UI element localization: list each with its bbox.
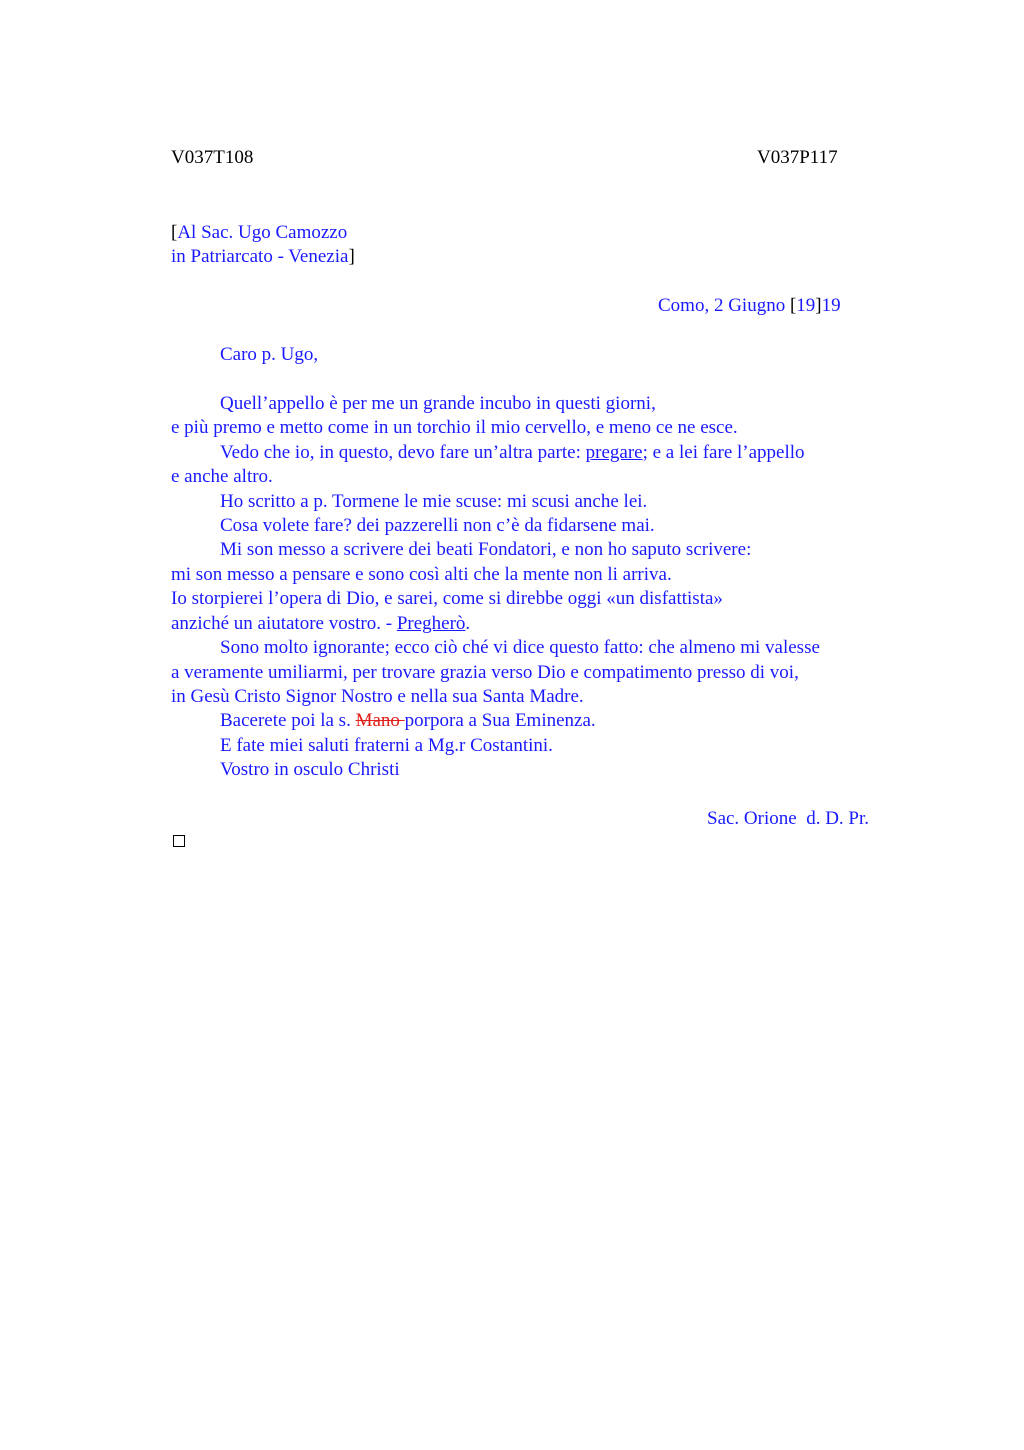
body-line-8: mi son messo a pensare e sono così alti che la mente non li arriva.	[171, 564, 672, 585]
body-line-5: Ho scritto a p. Tormene le mie scuse: mi scusi anche lei.	[220, 491, 648, 512]
body-line-7: Mi son messo a scrivere dei beati Fondatori, e non ho saputo scrivere:	[220, 539, 752, 560]
salutation: Caro p. Ugo,	[220, 344, 319, 365]
address-bracket-open: [	[171, 222, 178, 243]
body-line-11: Sono molto ignorante; ecco ciò ché vi dice questo fatto: che almeno mi valesse	[220, 637, 820, 658]
body-line-9: Io storpierei l’opera di Dio, e sarei, come si direbbe oggi «un disfattista»	[171, 588, 723, 609]
signature: Sac. Orione d. D. Pr.	[707, 808, 870, 829]
end-of-document-box-icon	[173, 835, 185, 847]
struck-word-mano: Mano	[355, 710, 405, 731]
body-line-13: in Gesù Cristo Signor Nostro e nella sua Santa Madre.	[171, 686, 584, 707]
dateline-place-date: Como, 2 Giugno	[658, 295, 790, 316]
dateline-year-part2: 19	[821, 295, 841, 316]
address-line-1	[171, 221, 347, 245]
body-line-10-start: anziché un aiutatore vostro. -	[171, 613, 397, 634]
address-recipient: Al Sac. Ugo Camozzo	[177, 222, 348, 243]
body-line-14-start: Bacerete poi la s.	[220, 710, 356, 731]
body-line-15: E fate miei saluti fraterni a Mg.r Costantini.	[220, 735, 553, 756]
body-line-14	[220, 709, 596, 733]
body-line-14-end: porpora a Sua Eminenza.	[404, 710, 596, 731]
body-line-3-end: ; e a lei fare l’appello	[642, 442, 805, 463]
document-code-right: V037P117	[757, 147, 838, 168]
body-line-4: e anche altro.	[171, 466, 273, 487]
body-line-3	[220, 441, 805, 465]
dateline-bracket-close: ]	[815, 295, 822, 316]
dateline-bracket-open: [	[789, 295, 797, 316]
body-line-2: e più premo e metto come in un torchio il mio cervello, e meno ce ne esce.	[171, 417, 738, 438]
address-line-2	[171, 245, 355, 269]
underlined-word-preghero: Pregherò	[396, 613, 466, 634]
body-line-10-end: .	[465, 613, 471, 634]
body-line-10	[171, 612, 470, 636]
underlined-word-pregare: pregare	[585, 442, 643, 463]
document-code-left: V037T108	[171, 147, 254, 168]
dateline-year-part1: 19	[796, 295, 816, 316]
body-line-12: a veramente umiliarmi, per trovare grazia verso Dio e compatimento presso di voi,	[171, 662, 799, 683]
dateline	[658, 294, 841, 318]
address-bracket-close: ]	[348, 246, 355, 267]
body-line-3-start: Vedo che io, in questo, devo fare un’altra parte:	[220, 442, 586, 463]
body-line-1: Quell’appello è per me un grande incubo in questi giorni,	[220, 393, 656, 414]
body-line-6: Cosa volete fare? dei pazzerelli non c’è da fidarsene mai.	[220, 515, 655, 536]
address-place: in Patriarcato - Venezia	[171, 246, 349, 267]
body-line-16: Vostro in osculo Christi	[220, 759, 400, 780]
